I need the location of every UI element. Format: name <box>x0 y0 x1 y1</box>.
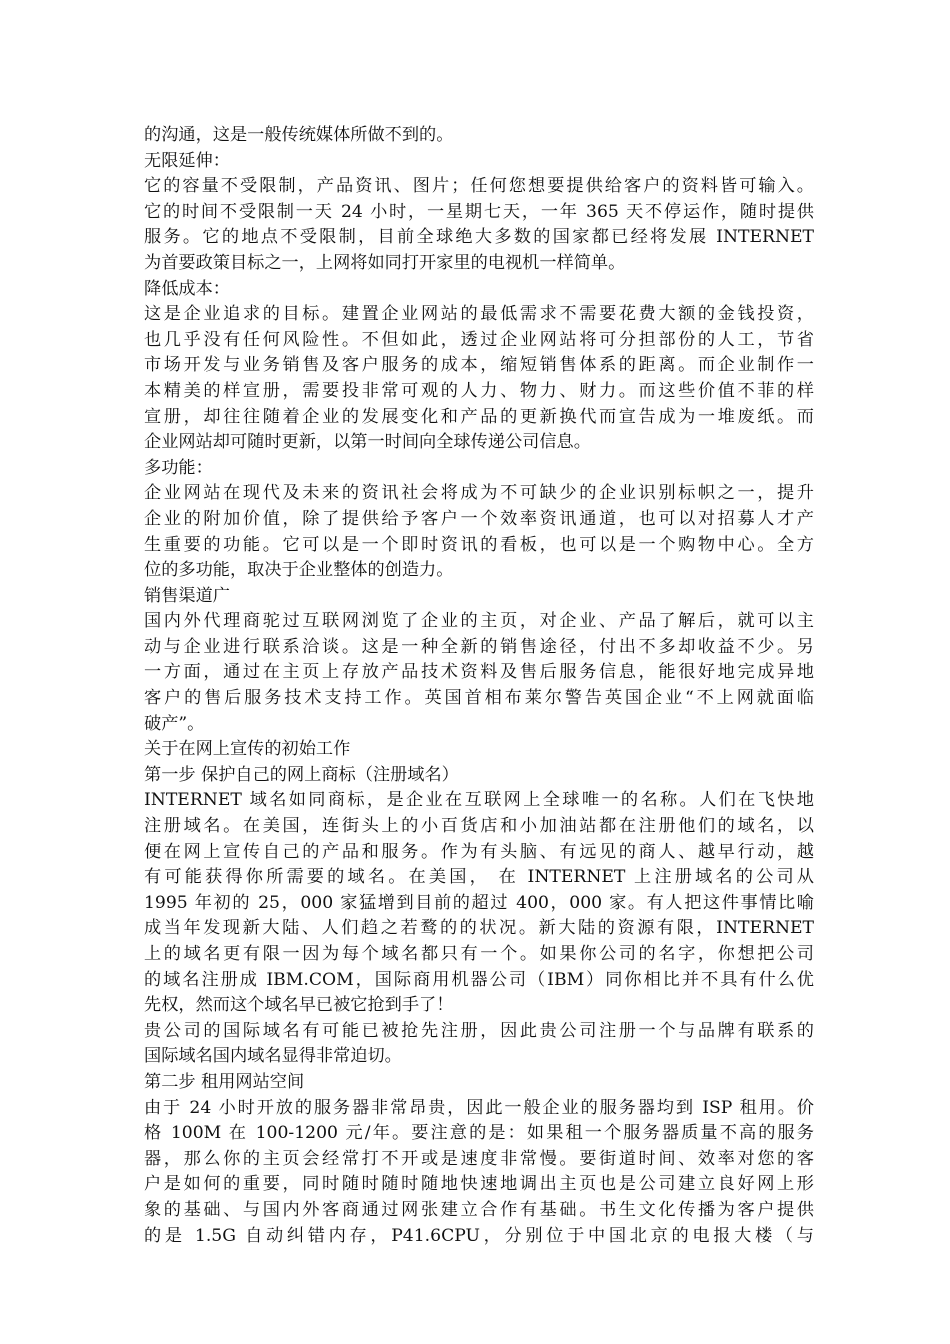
text-line: 本精美的样宣册，需要投非常可观的人力、物力、财力。而这些价值不菲的样 <box>144 380 814 401</box>
text-line: 市场开发与业务销售及客户服务的成本，缩短销售体系的距离。而企业制作一 <box>144 355 814 376</box>
text-line: 宣册，却往往随着企业的发展变化和产品的更新换代而宣告成为一堆废纸。而 <box>144 406 814 427</box>
text-line: 由于 24 小时开放的服务器非常昂贵，因此一般企业的服务器均到 ISP 租用。价 <box>144 1097 814 1118</box>
text-line: 企业网站却可随时更新，以第一时间向全球传递公司信息。 <box>144 432 591 453</box>
text-line: 户是如何的重要，同时随时随时随地快速地调出主页也是公司建立良好网上形 <box>144 1174 814 1195</box>
text-line: 为首要政策目标之一，上网将如同打开家里的电视机一样简单。 <box>144 252 626 273</box>
text-line: 有可能获得你所需要的域名。在美国， 在 INTERNET 上注册域名的公司从 <box>144 867 814 888</box>
text-line: 先权，然而这个域名早已被它抢到手了！ <box>144 995 454 1016</box>
text-line: 这是企业追求的目标。建置企业网站的最低需求不需要花费大额的金钱投资， <box>144 304 814 325</box>
text-line: 无限延伸： <box>144 150 230 171</box>
document-body <box>144 123 814 1249</box>
text-line: 第二步 租用网站空间 <box>144 1071 305 1092</box>
text-line: 动与企业进行联系洽谈。这是一种全新的销售途径，付出不多却收益不少。另 <box>144 636 814 657</box>
text-line: 关于在网上宣传的初始工作 <box>144 739 351 760</box>
text-line: 国际域名国内域名显得非常迫切。 <box>144 1046 402 1067</box>
text-line: 客户的售后服务技术支持工作。英国首相布莱尔警告英国企业“不上网就面临 <box>144 688 814 709</box>
text-line: 1995 年初的 25，000 家猛增到目前的超过 400，000 家。有人把这件事情比喻 <box>144 892 814 913</box>
text-line: 它的时间不受限制一天 24 小时，一星期七天，一年 365 天不停运作，随时提供 <box>144 201 814 222</box>
text-line: 便在网上宣传自己的产品和服务。作为有头脑、有远见的商人、越早行动，越 <box>144 841 814 862</box>
text-line: 的沟通，这是一般传统媒体所做不到的。 <box>144 125 454 145</box>
text-line: 贵公司的国际域名有可能已被抢先注册，因此贵公司注册一个与品牌有联系的 <box>144 1020 814 1041</box>
text-line: 器，那么你的主页会经常打不开或是速度非常慢。要街道时间、效率对您的客 <box>144 1148 814 1169</box>
text-line: 位的多功能，取决于企业整体的创造力。 <box>144 560 454 581</box>
text-line: 破产”。 <box>144 713 205 734</box>
text-line: 格 100M 在 100-1200 元/年。要注意的是：如果租一个服务器质量不高的服务 <box>144 1123 814 1144</box>
text-line: 降低成本： <box>144 278 230 299</box>
text-line: 生重要的功能。它可以是一个即时资讯的看板，也可以是一个购物中心。全方 <box>144 534 814 555</box>
text-line: 象的基础、与国内外客商通过网张建立合作有基础。书生文化传播为客户提供 <box>144 1199 814 1220</box>
text-line: 一方面，通过在主页上存放产品技术资料及售后服务信息，能很好地完成异地 <box>144 662 814 683</box>
text-line: 也几乎没有任何风险性。不但如此，透过企业网站将可分担部份的人工，节省 <box>144 329 814 350</box>
text-line: 注册域名。在美国，连街头上的小百货店和小加油站都在注册他们的域名，以 <box>144 816 814 837</box>
text-line: 企业网站在现代及未来的资讯社会将成为不可缺少的企业识别标帜之一，提升 <box>144 483 814 504</box>
text-line: 成当年发现新大陆、人们趋之若鹜的的状况。新大陆的资源有限，INTERNET <box>144 918 814 939</box>
text-line: 的是 1.5G 自动纠错内存，P41.6CPU，分别位于中国北京的电报大楼（与 <box>144 1225 814 1246</box>
text-line: 企业的附加价值，除了提供给予客户一个效率资讯通道，也可以对招募人才产 <box>144 508 814 529</box>
text-line: 国内外代理商驼过互联网浏览了企业的主页，对企业、产品了解后，就可以主 <box>144 611 814 632</box>
text-line: 销售渠道广 <box>144 585 230 606</box>
text-line: 多功能： <box>144 457 213 478</box>
text-line: 它的容量不受限制，产品资讯、图片；任何您想要提供给客户的资料皆可输入。 <box>144 176 814 197</box>
text-line: 的域名注册成 IBM.COM，国际商用机器公司（IBM）同你相比并不具有什么优 <box>144 969 814 990</box>
text-line: 上的域名更有限一因为每个域名都只有一个。如果你公司的名字，你想把公司 <box>144 944 814 964</box>
text-line: 服务。它的地点不受限制，目前全球绝大多数的国家都已经将发展 INTERNET <box>144 227 814 248</box>
text-line: 第一步 保护自己的网上商标（注册域名） <box>144 764 459 785</box>
text-line: INTERNET 域名如同商标，是企业在互联网上全球唯一的名称。人们在飞快地 <box>144 790 814 811</box>
